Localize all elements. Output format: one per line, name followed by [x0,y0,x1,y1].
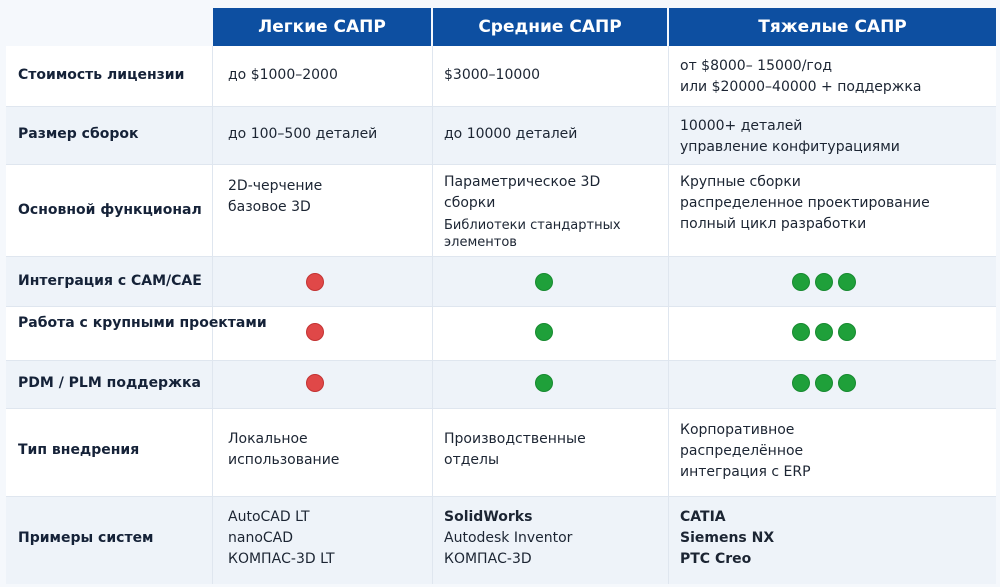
label-line: Интеграция с CAM/CAE [18,273,202,289]
row-divider [6,106,996,107]
cell-line: интеграция с ERP [680,464,811,480]
rating-heavy-pdm-plm [792,374,856,392]
column-divider [668,46,669,584]
rating-medium-pdm-plm [535,374,553,392]
row-label-assembly-size [18,124,139,144]
green-dot-indicator [792,374,810,392]
cell-line: или $20000–40000 + поддержка [680,79,922,95]
rating-light-large-projects [306,323,324,341]
row-divider [6,256,996,257]
header-heavy-cad: Тяжелые САПР [669,8,996,46]
cell-line: nanoCAD [228,530,294,546]
label-line: Размер сборок [18,126,139,142]
green-dot-indicator [792,323,810,341]
header-light-cad: Легкие САПР [213,8,431,46]
cell-light-assembly-size [228,124,377,145]
row-label-pdm-plm [18,373,201,393]
row-divider [6,496,996,497]
label-line: Примеры систем [18,530,154,546]
cell-line: до $1000–2000 [228,67,338,83]
row-label-cam-cae [18,271,202,291]
cell-line: полный цикл разработки [680,216,867,232]
row-divider [6,360,996,361]
green-dot-indicator [838,273,856,291]
cell-line: КОМПАС-3D [444,551,532,567]
red-dot-indicator [306,323,324,341]
cell-line: КОМПАС-3D LT [228,551,335,567]
cell-line: распределённое [680,443,804,459]
cell-light-functionality [228,176,322,218]
cell-line: Библиотеки стандартных [444,218,621,233]
cell-line: Корпоративное [680,422,795,438]
rating-light-pdm-plm [306,374,324,392]
label-line: Стоимость лицензии [18,67,185,83]
cell-line: AutoCAD LT [228,509,310,525]
rating-medium-cam-cae [535,273,553,291]
green-dot-indicator [535,374,553,392]
cell-line: до 10000 деталей [444,126,578,142]
cell-heavy-functionality [680,172,930,235]
green-dot-indicator [815,323,833,341]
cell-line: Локальное [228,431,308,447]
cell-line: использование [228,452,340,468]
cell-line: SolidWorks [444,509,533,525]
cell-light-license-cost [228,65,338,86]
row-label-main-functionality [18,200,202,220]
red-dot-indicator [306,273,324,291]
row-label-deployment-type [18,440,139,460]
label-line: PDM / PLM поддержка [18,375,201,391]
green-dot-indicator [838,323,856,341]
row-label-large-projects [18,313,267,333]
row-label-example-systems [18,528,154,548]
label-line: Тип внедрения [18,442,140,458]
cell-line: элементов [444,235,517,250]
cell-line: от $8000– 15000/год [680,58,833,74]
cell-medium-functionality [444,172,600,214]
header-medium-cad: Средние САПР [433,8,667,46]
cell-line: Siemens NX [680,530,775,546]
label-line: Работа с [18,315,88,331]
rating-heavy-cam-cae [792,273,856,291]
cell-line: Параметрическое 3D [444,174,601,190]
green-dot-indicator [815,374,833,392]
cell-medium-license-cost [444,65,540,86]
label-line: крупными проектами [92,315,267,331]
cell-line: $3000–10000 [444,67,541,83]
cell-line: Autodesk Inventor [444,530,573,546]
cell-heavy-license-cost [680,56,921,98]
cell-medium-functionality-extra [444,217,621,251]
red-dot-indicator [306,374,324,392]
cell-light-examples [228,507,335,570]
green-dot-indicator [815,273,833,291]
cell-line: 2D-черчение [228,178,323,194]
label-line: Основной функционал [18,202,202,218]
cell-medium-deployment [444,429,586,471]
cell-line: управление конфитурациями [680,139,900,155]
cell-line: Производственные [444,431,586,447]
green-dot-indicator [838,374,856,392]
row-divider [6,408,996,409]
rating-light-cam-cae [306,273,324,291]
cell-line: 10000+ деталей [680,118,803,134]
green-dot-indicator [535,323,553,341]
column-divider [432,46,433,584]
cell-heavy-examples [680,507,774,570]
cell-line: отделы [444,452,500,468]
row-divider [6,164,996,165]
row-label-license-cost [18,65,184,85]
cell-light-deployment [228,429,339,471]
cell-medium-assembly-size [444,124,577,145]
cell-line: PTC Creo [680,551,752,567]
rating-medium-large-projects [535,323,553,341]
cell-line: CATIA [680,509,726,525]
cell-line: базовое 3D [228,199,311,215]
cell-heavy-deployment [680,420,811,483]
rating-heavy-large-projects [792,323,856,341]
green-dot-indicator [792,273,810,291]
cell-medium-examples [444,507,572,570]
row-divider [6,306,996,307]
cell-line: распределенное проектирование [680,195,930,211]
green-dot-indicator [535,273,553,291]
cell-heavy-assembly-size [680,116,900,158]
cell-line: Крупные сборки [680,174,801,190]
cell-line: до 100–500 деталей [228,126,378,142]
cell-line: сборки [444,195,496,211]
